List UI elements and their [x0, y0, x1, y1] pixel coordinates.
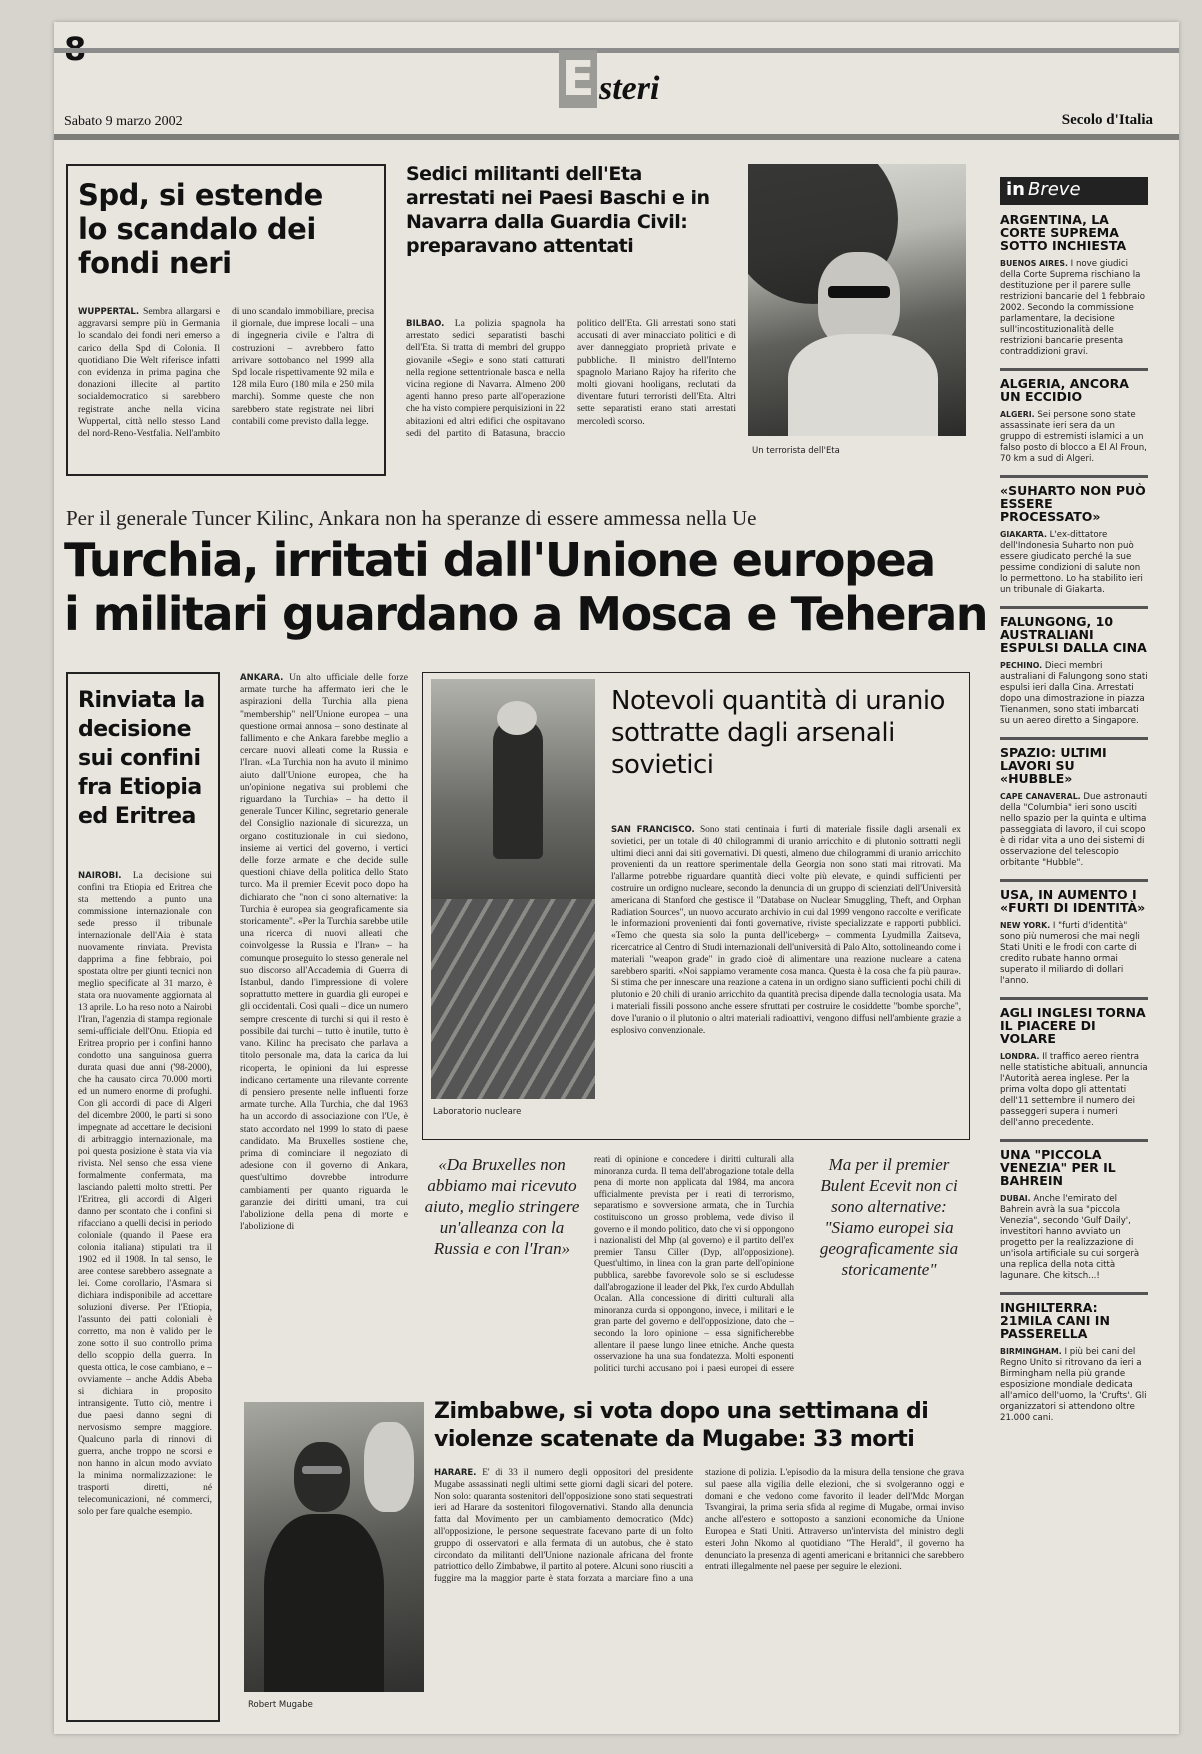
in-breve-item-title: INGHILTERRA: 21MILA CANI IN PASSERELLA [1000, 1300, 1110, 1341]
in-breve-separator [1000, 368, 1148, 371]
in-breve-item-text: Due astronauti della "Columbia" ieri sono usciti nello spazio per la quinta e ultima passeggiata di lavoro, il cui scopo è di ridar vita a uno dei sistemi di osservazione del telescopio orbitante "Hubble". [1000, 792, 1148, 868]
in-breve-item-body [1000, 660, 1148, 727]
terrorist-scarf [788, 334, 938, 436]
turkey-text-1: Un alto ufficiale delle forze armate turche ha affermato ieri che le aspirazioni della Turchia alla piena "membership" nell'Unione europea – una questione ormai annosa – sono destinate al fallimento e che Ankara farebbe meglio a cercare nuovi alleati come la Russia e l'Iran. «La Turchia non ha avuto il minimo aiuto dall'Unione europea, che ha un'opinione negativa sui problemi che riguardano la Turchia» – ha detto il generale Tuncer Kilinc, segretario generale del Consiglio nazionale di sicurezza, un organo costituzionale in cui siedono, insieme ai vertici del governo, i vertici delle forze armate e che decide sulle questioni chiave della politica dello Stato turco. Ma il premier Ecevit poco dopo ha dichiarato che "non ci sono alternative: la Turchia è europea sia geograficamente sia storicamente". «Per la Turchia sarebbe utile una ricerca di nuovi alleati che coinvolgesse la Russia e l'Iran» – ha comunque proseguito lo stesso generale nel suo discorso all'Accademia di Guerra di Istanbul, dando l'impressione di volere soprattutto mettere in guardia gli europei e gli occidentali. Così quali – dice un numero sempre crescente di turchi si qui il resto è possibile dai turchi – tutto è inutile, tutto è vano. Kilinc ha precisato che parlava a titolo personale ma, data la carica da lui ricoperta, le opinioni da lui espresse indicano certamente una rilevante corrente di pensiero presente nelle influenti forze armate turche. Alla Turchia, che dal 1963 ha un accordo di associazione con l'Ue, è stato accordato nel 1999 lo stato di paese candidato. Ma Bruxelles sostiene che, prima di cominciare il negoziato di adesione con il governo di Ankara, quest'ultimo dovrebbe introdurre cambiamenti per quanto riguarda le garanzie dei diritti umani, tra cui l'abolizione della pena di morte e l'abolizione di [240, 672, 408, 1233]
in-breve-item [1000, 737, 1148, 869]
in-breve-separator [1000, 1139, 1148, 1142]
in-breve-item-title: ARGENTINA, LA CORTE SUPREMA SOTTO INCHIESTA [1000, 212, 1127, 253]
in-breve-list [1000, 213, 1148, 1424]
in-breve-item-text: Anche l'emirato del Bahrein avrà la sua "piccola Venezia", secondo 'Gulf Daily', investitori hanno avviato un progetto per la realizzazione di un'isola artificiale su cui sorgerà una replica della nota città lagunare. Che kitsch...! [1000, 1194, 1140, 1281]
mugabe-photo [244, 1402, 424, 1692]
in-breve-item-dateline: GIAKARTA. [1000, 530, 1047, 539]
in-breve-item [1000, 1292, 1148, 1424]
eta-photo-caption: Un terrorista dell'Eta [752, 446, 840, 456]
header-bottom-rule [54, 134, 1179, 140]
mugabe-photo-caption: Robert Mugabe [248, 1700, 313, 1710]
in-breve-item [1000, 475, 1148, 596]
spd-body [78, 306, 374, 466]
in-breve-item-text: I "furti d'identità" sono più numerosi che mai negli Stati Uniti e le frodi con carte di credito rubate hanno ormai superato il miliardo di dollari l'anno. [1000, 921, 1140, 986]
lab-worker-figure [493, 719, 543, 859]
in-breve-item-text: I nove giudici della Corte Suprema rischiano la destituzione per il parere sulle restrizioni bancarie del 1 febbraio 2002. Secondo la commissione parlamentare, la decisione sull'incostituzionalità delle restrizioni bancarie presenta contraddizioni gravi. [1000, 259, 1145, 357]
lab-floor-grid [431, 899, 595, 1099]
turkey-pull-quote-right: Ma per il premier Bulent Ecevit non ci sono alternative: "Siamo europei sia geograficamente sia storicamente" [819, 1155, 959, 1279]
eta-terrorist-photo [748, 164, 966, 436]
spd-headline: Spd, si estende lo scandalo dei fondi neri [78, 178, 323, 280]
in-breve-item-title: ALGERIA, ANCORA UN ECCIDIO [1000, 376, 1129, 404]
in-breve-item-dateline: DUBAI. [1000, 1194, 1031, 1203]
newspaper-page [54, 22, 1179, 1734]
in-breve-item-body [1000, 1346, 1148, 1424]
issue-date: Sabato 9 marzo 2002 [64, 114, 183, 129]
in-breve-separator [1000, 606, 1148, 609]
eta-text: La polizia spagnola ha arrestato sedici separatisti baschi dell'Eta. Si tratta di membri del gruppo giovanile «Segi» e sono stati catturati nella regione settentrionale basca e nella vicina regione di Navarra. Almeno 200 agenti hanno preso parte all'operazione che ha visto compiere perquisizioni in 22 abitazioni ed altri edifici che ospitavano sedi del partito di Batasuna, braccio politico dell'Eta. Gli arrestati sono stati accusati di aver minacciato politici e di aver danneggiato proprietà private e pubbliche. Il ministro dell'Interno spagnolo Mariano Rajoy ha riferito che molti giovani hooligans, reclutati da diventare futuri terroristi dell'Eta. Altri sette separatisti erano stati arrestati mercoledì scorso. [406, 318, 736, 439]
eritrea-headline: Rinviata la decisione sui confini fra Etiopia ed Eritrea [78, 688, 205, 829]
turkey-headline-line2: i militari guardano a Mosca e Teheran [64, 587, 987, 641]
turkey-headline-line1: Turchia, irritati dall'Unione europea [64, 533, 935, 587]
in-breve-in: in [1006, 179, 1025, 200]
in-breve-item-body [1000, 529, 1148, 596]
spd-text: Sembra allargarsi e aggravarsi sempre più in Germania lo scandalo dei fondi neri emerso a carico della Spd di Colonia. Il quotidiano Die Welt riferisce infatti con evidenza in prima pagina che donazioni illecite al partito socialdemocratico si sarebbero registrate anche nella vicina Wuppertal, città nello stesso Land del nord-Reno-Vestfalia. Nell'ambito di uno scandalo immobiliare, precisa il giornale, due imprese locali – una di ingegneria civile e l'altra di costruzioni – avrebbero fatto arrivare sottobanco nel 1999 alla Spd locale rispettivamente 92 mila e 128 mila Euro (180 mila e 250 mila marchi). Somme queste che non sarebbero state registrate nei libri contabili come previsto dalla legge. [78, 306, 374, 440]
lab-worker-helmet [497, 701, 537, 735]
in-breve-logo [1000, 177, 1148, 205]
spd-article [66, 164, 386, 476]
zimbabwe-text: E' di 33 il numero degli oppositori del presidente Mugabe assassinati negli ultimi sette giorni dagli sicari del potere. Non solo: quaranta sostenitori dell'opposizione sono stati sequestrati ieri ad Harare da sostenitori filogovernativi. Stando alla denuncia fatta dal Movimento per un cambiamento democratico (Mdc) all'opposizione, le persone sequestrate facevano parte di un folto gruppo di osservatori e alla fermata di un autobus, che è stato circondato da militanti dell'Unione nazionale africana del fronte patriottico dello Zimbabwe, il partito al potere. Alcuni sono riusciti a fuggire ma la maggior parte è stata forzata a marciare fino a una stazione di polizia. L'episodio da la misura della tensione che grava sul paese alla vigilia delle elezioni, che si svolgeranno oggi e domani e che vedono come favorito il leader dell'Mdc Morgan Tsvangirai, la prima seria sfida al regime di Mugabe, ormai inviso anche all'estero e sottoposto a sanzioni economiche da Unione Europea e Stati Uniti. Attraverso un'intervista del ministro degli esteri John Nkomo al quotidiano "The Herald", il governo ha denunciato la presenza di agenti americani e britannici che sarebbero entrati illegalmente nel paese per seguire le elezioni. [434, 1468, 964, 1585]
section-initial: E [559, 50, 597, 108]
eritrea-article [66, 672, 220, 1722]
in-breve-item-dateline: CAPE CANAVERAL. [1000, 792, 1081, 801]
in-breve-separator [1000, 997, 1148, 1000]
in-breve-separator [1000, 737, 1148, 740]
eta-dateline: BILBAO. [406, 319, 445, 329]
in-breve-item-dateline: BUENOS AIRES. [1000, 259, 1068, 268]
mugabe-glasses [302, 1466, 342, 1474]
eta-headline: Sedici militanti dell'Eta arrestati nei Paesi Baschi e in Navarra dalla Guardia Civil: preparavano attentati [406, 163, 710, 257]
nuclear-lab-photo [431, 679, 595, 1099]
in-breve-separator [1000, 1292, 1148, 1295]
in-breve-item-title: SPAZIO: ULTIMI LAVORI SU «HUBBLE» [1000, 745, 1107, 786]
eta-body [406, 318, 736, 470]
in-breve-item-body [1000, 920, 1148, 987]
in-breve-item-title: FALUNGONG, 10 AUSTRALIANI ESPULSI DALLA CINA [1000, 614, 1147, 655]
uranium-article [422, 672, 970, 1140]
uranium-body [611, 825, 961, 1133]
terrorist-sunglasses [828, 286, 890, 298]
eritrea-text: La decisione sui confini tra Etiopia ed Eritrea che sta mettendo a punto una commissione internazionale con sede presso il tribunale internazionale dell'Aia è stata nuovamente rinviata. Prevista dapprima a fine febbraio, poi spostata oltre per giunti tecnici non meglio specificate al 31 marzo, è stata ora nuovamente aggiornata al 13 aprile. Lo ha reso noto a Nairobi l'Iran, l'agenzia di stampa regionale semi-ufficiale dell'Onu. Etiopia ed Eritrea proprio per i confini hanno condotto una sanguinosa guerra durata quasi due anni ('98-2000), che ha causato circa 70.000 morti ed un numero enorme di profughi. Con gli accordi di pace di Algeri del dicembre 2000, le parti si sono impegnate ad accettare le decisioni di arbitraggio internazionale, ma poi questa posizione è stata via via rivista. Nel senso che essa viene formalmente confermata, ma lasciando paletti molto stretti. Per l'Eritrea, gli accordi di Algeri danno per scontato che i confini si rifacciano a quelli decisi in periodo coloniale (quando il Paese era colonia italiana) stipulati tra il 1902 ed il 1908. In tal senso, le aree contese sarebbero assegnate a lei. Come corollario, l'Asmara si dichiara indisponibile ad accettare soluzioni diverse. Per l'Etiopia, l'assunto dei patti coloniali è corretto, ma non è valido per le zone sotto il suo controllo prima dello scoppio della guerra. In questa ottica, le cose cambiano, e – ovviamente – anche Addis Abeba si dichiara in proposito intransigente. Tutto ciò, mentre i due paesi danno segni di nervosismo sempre maggiore. Qualcuno parla di rinnovi di guerra, anche troppo ne scorsi e non hanno in alcun modo avviato la minima normalizzazione: le trasporti diretti, né telecomunicazioni, né commerci, solo per fare qualche esempio. [78, 871, 212, 1517]
turkey-dateline: ANKARA. [240, 673, 284, 683]
mugabe-head [294, 1442, 350, 1512]
turkey-kicker: Per il generale Tuncer Kilinc, Ankara non ha speranze di essere ammessa nella Ue [66, 506, 757, 530]
mugabe-suit [264, 1514, 384, 1692]
zimbabwe-body [434, 1468, 964, 1712]
in-breve-item-title: «SUHARTO NON PUÒ ESSERE PROCESSATO» [1000, 483, 1146, 524]
eritrea-body [78, 870, 212, 1712]
in-breve-item [1000, 879, 1148, 987]
in-breve-item-text: Sei persone sono state assassinate ieri sera da un gruppo di estremisti islamici a un falso posto di blocco a El Al Froun, 70 km a sud di Algeri. [1000, 410, 1147, 464]
zimbabwe-headline: Zimbabwe, si vota dopo una settimana di violenze scatenate da Mugabe: 33 morti [434, 1399, 929, 1452]
turkey-pull-quote-left: «Da Bruxelles non abbiamo mai ricevuto aiuto, meglio stringere un'alleanza con la Russia e con l'Iran» [424, 1155, 580, 1258]
in-breve-item [1000, 368, 1148, 465]
in-breve-item-text: I più bei cani del Regno Unito si ritrovano da ieri a Birmingham nella più grande esposizione mondiale dedicata all'amico dell'uomo, la 'Crufts'. Gli organizzatori si attendono oltre 21.000 cani. [1000, 1347, 1147, 1423]
in-breve-sidebar [1000, 177, 1148, 1717]
in-breve-item-text: Il traffico aereo rientra nelle statistiche abituali, annuncia l'Autorità aerea inglese. Per la prima volta dopo gli attentati dell'11 settembre il numero dei passeggeri supera i numeri dell'anno precedente. [1000, 1052, 1148, 1128]
in-breve-item-body [1000, 409, 1148, 465]
in-breve-item-title: AGLI INGLESI TORNA IL PIACERE DI VOLARE [1000, 1005, 1146, 1046]
uranium-photo-caption: Laboratorio nucleare [433, 1107, 522, 1117]
in-breve-item-dateline: ALGERI. [1000, 410, 1035, 419]
zimbabwe-dateline: HARARE. [434, 1468, 477, 1478]
uranium-text: Sono stati centinaia i furti di materiale fissile dagli arsenali ex sovietici, per un totale di 40 chilogrammi di uranio arricchito e di plutonio sottratti negli ultimi dieci anni dai siti governativi. Di questi, almeno due chilogrammi di uranio arricchito provenienti da un reattore sperimentale della Georgia non sono stati mai ritrovati. Ma l'allarme potrebbe riguardare quantità dieci volte più elevate, e quindi sufficienti per costruire un ordigno nucleare, secondo la denuncia di un gruppo di scienziati dell'Università americana di Stanford che gestisce il "Database on Nuclear Smuggling, Theft, and Orphan Radiation Sources", un nuovo accurato archivio in cui dal 1999 vengono raccolte e verificate le informazioni provenienti dai fonti governative, riviste specializzate e rapporti pubblici. «Temo che questa sia solo la punta dell'iceberg» – commenta Lyudmilla Zaitseva, ricercatrice al Centro di Studi internazionali dell'università di Palo Alto, sottolineando come i materiali "weapon grade" in grado cioè di alimentare una reazione nucleare a catena sarebbero spariti. «Noi sappiamo veramente cosa manca. Questa è la cosa che fa più paura». Si stima che per innescare una reazione a catena in un ordigno siano sufficienti pochi chili di plutonio e 20 chili di uranio arricchito da quantità precisa dipende dalla tecnologia usata. Ma i materiali fissili possono anche essere sfruttati per costruire le cosiddette "bombe sporche", dove l'uranio o il plutonio o altri materiali radioattivi, vengono diffusi nell'ambiente grazie a esplosivo convenzionale. [611, 825, 961, 1036]
in-breve-item-title: USA, IN AUMENTO I «FURTI DI IDENTITÀ» [1000, 887, 1146, 915]
in-breve-item-body [1000, 1193, 1148, 1282]
spd-dateline: WUPPERTAL. [78, 307, 140, 317]
in-breve-item-title: UNA "PICCOLA VENEZIA" PER IL BAHREIN [1000, 1147, 1116, 1188]
turkey-body-col2 [594, 1154, 794, 1374]
in-breve-item-body [1000, 791, 1148, 869]
uranium-dateline: SAN FRANCISCO. [611, 825, 695, 835]
in-breve-item-dateline: PECHINO. [1000, 661, 1043, 670]
uranium-headline: Notevoli quantità di uranio sottratte dagli arsenali sovietici [611, 686, 945, 780]
in-breve-item-text: L'ex-dittatore dell'Indonesia Suharto non può essere giudicato perché la sue pessime condizioni di salute non lo permettono. Lo ha stabilito ieri un tribunale di Giakarta. [1000, 530, 1143, 595]
in-breve-item [1000, 213, 1148, 358]
in-breve-item-dateline: LONDRA. [1000, 1052, 1040, 1061]
in-breve-item-body [1000, 1051, 1148, 1129]
masthead: Secolo d'Italia [1061, 112, 1153, 128]
in-breve-item-dateline: BIRMINGHAM. [1000, 1347, 1062, 1356]
in-breve-item [1000, 1139, 1148, 1282]
eta-article [404, 162, 970, 482]
in-breve-item-text: Dieci membri australiani di Falungong sono stati espulsi ieri dalla Cina. Arrestati dopo una dimostrazione in piazza Tienanmen, sono stati imbarcati su un aereo diretto a Singapore. [1000, 661, 1148, 726]
turkey-body-col1 [240, 672, 408, 1372]
crowd-figure [364, 1422, 414, 1512]
in-breve-item [1000, 606, 1148, 727]
in-breve-item [1000, 997, 1148, 1129]
section-title [559, 50, 659, 110]
in-breve-separator [1000, 475, 1148, 478]
in-breve-item-body [1000, 258, 1148, 358]
in-breve-rest: Breve [1027, 179, 1081, 200]
section-rest: steri [599, 70, 660, 107]
in-breve-separator [1000, 879, 1148, 882]
in-breve-item-dateline: NEW YORK. [1000, 921, 1051, 930]
eritrea-dateline: NAIROBI. [78, 871, 122, 881]
zimbabwe-article [234, 1388, 970, 1718]
turkey-text-2: reati di opinione e concedere i diritti culturali alla minoranza curda. Il tema dell'abrogazione totale della pena di morte non applicata dal 1984, ma ancora ufficialmente prevista per i reati di terrorismo, separatismo e sovversione armata, che in Turchia costituiscono un grosso problema, vede diviso il governo e il mondo politico, dato che vi si oppongono i nazionalisti del Mhp (al governo) e il partito dell'ex premier Tansu Ciller (Dyp, all'opposizione). Quest'ultimo, in linea con la gran parte dell'opinione pubblica, sarebbe favorevole solo se si escludesse dall'abrogazione il leader del Pkk, l'ex curdo Abdullah Ocalan. Alla concessione di diritti culturali alla minoranza curda si oppongono, invece, i militari e le gran parte del governo e dell'opposizione, dato che – secondo la loro opinione – essa significherebbe allentare il paese lungo linee etniche. Anche questa osservazione ha una sua fondatezza. Molti esponenti politici turchi accusano poi i paesi europei di essere [594, 1154, 794, 1373]
